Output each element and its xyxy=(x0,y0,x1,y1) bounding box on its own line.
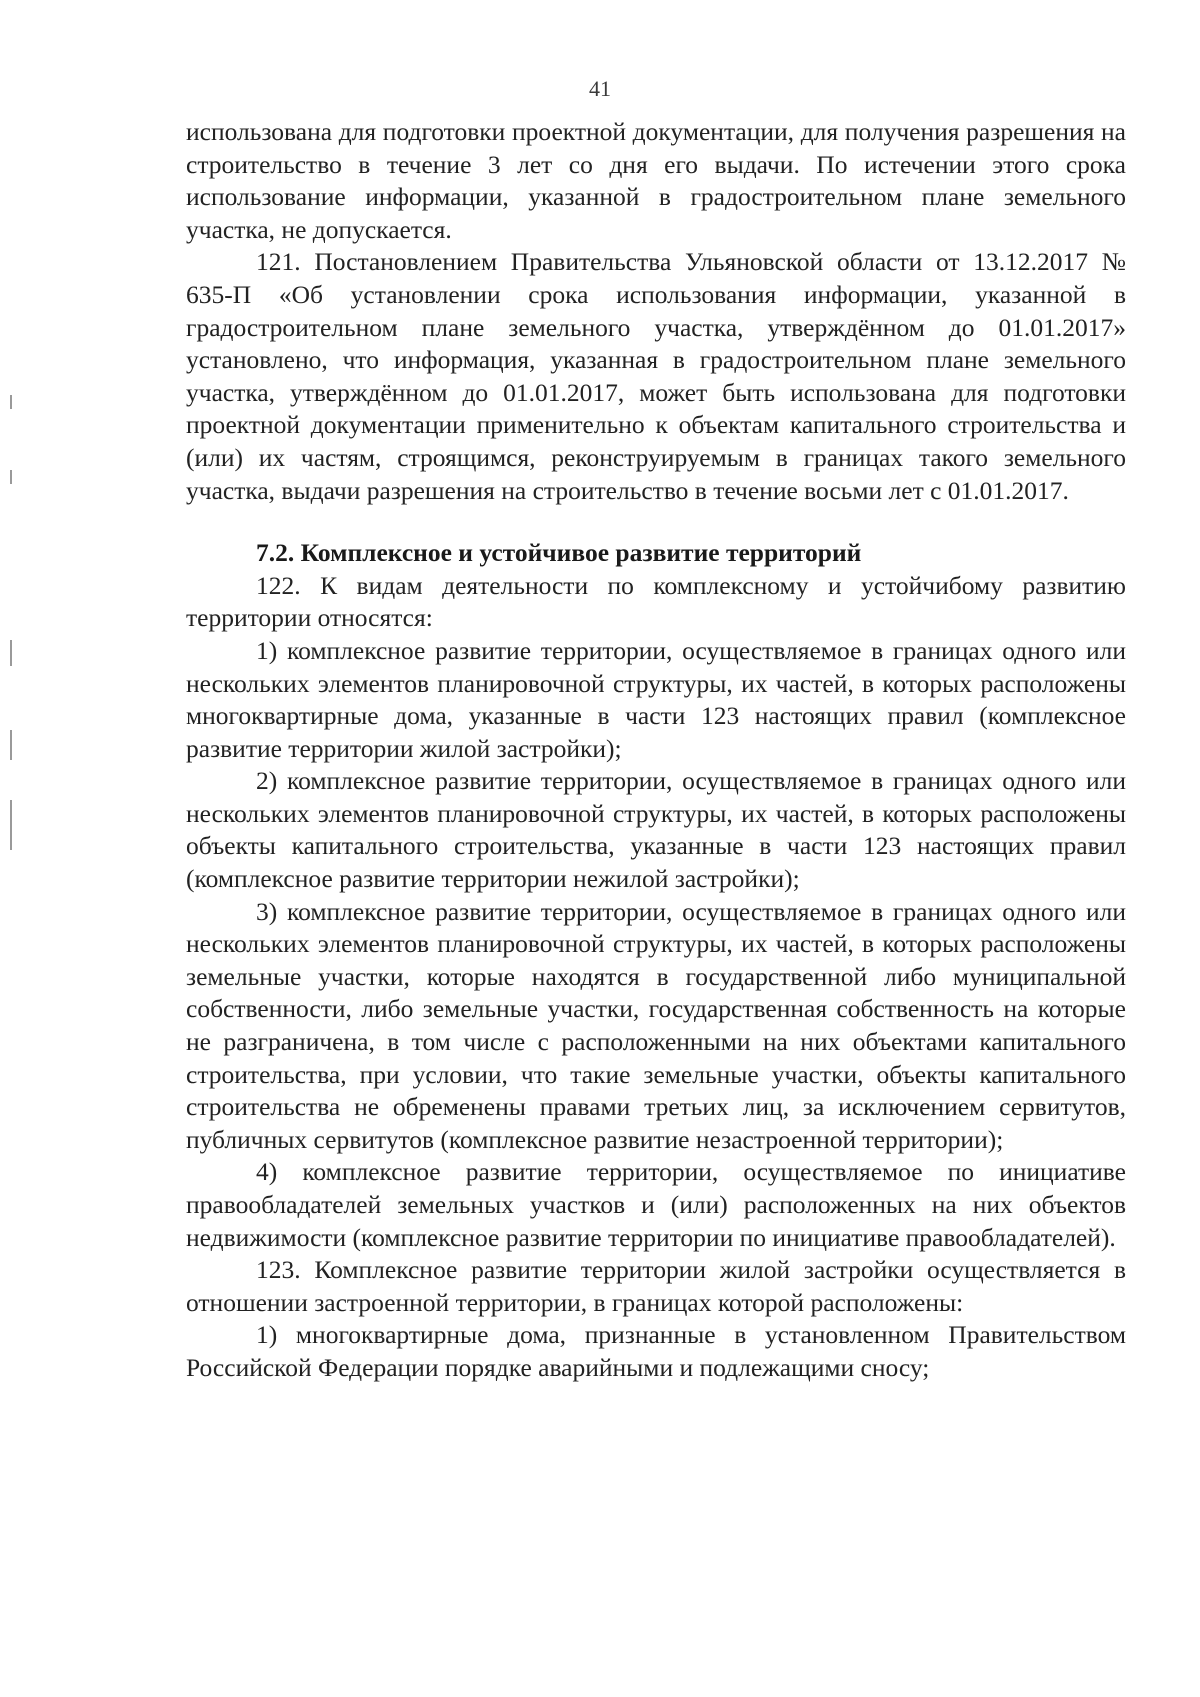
document-body xyxy=(186,116,1126,1385)
scan-mark xyxy=(10,800,12,850)
scan-margin-marks xyxy=(10,0,16,1697)
paragraph-122: 122. К видам деятельности по комплексному и устойчибому развитию территории относятся: xyxy=(186,570,1126,633)
paragraph-121: 121. Постановлением Правительства Ульяновской области от 13.12.2017 № 635-П «Об установлении срока использования информации, указанной в градостроительном плане земельного участка, утверждённом до 01.01.2017» установлено, что информация, указанная в градостроительном плане земельного участка, утверждённом до 01.01.2017, может быть использована для подготовки проектной документации применительно к объектам капитального строительства и (или) их частям, строящимся, реконструируемым в границах такого земельного участка, выдачи разрешения на строительство в течение восьми лет с 01.01.2017. xyxy=(186,247,1126,505)
paragraph-continued: использована для подготовки проектной документации, для получения разрешения на строительство в течение 3 лет со дня его выдачи. По истечении этого срока использование информации, указанной в градостроительном плане земельного участка, не допускается. xyxy=(186,117,1126,244)
page-number: 41 xyxy=(589,76,611,101)
paragraph-122-item-1: 1) комплексное развитие территории, осуществляемое в границах одного или нескольких элементов планировочной структуры, их частей, в которых расположены многоквартирные дома, указанные в части 123 настоящих правил (комплексное развитие территории жилой застройки); xyxy=(186,635,1126,763)
scan-mark xyxy=(10,470,12,484)
paragraph-122-item-3: 3) комплексное развитие территории, осуществляемое в границах одного или нескольких элементов планировочной структуры, их частей, в которых расположены земельные участки, которые находятся в государственной либо муниципальной собственности, либо земельные участки, государственная собственность на которые не разграничена, в том числе с расположенными на них объектами капитального строительства, при условии, что такие земельные участки, объекты капитального строительства не обременены правами третьих лиц, за исключением сервитутов, публичных сервитутов (комплексное развитие незастроенной территории); xyxy=(186,896,1126,1154)
paragraph-122-item-2: 2) комплексное развитие территории, осуществляемое в границах одного или нескольких элементов планировочной структуры, их частей, в которых расположены объекты капитального строительства, указанные в части 123 настоящих правил (комплексное развитие территории нежилой застройки); xyxy=(186,766,1126,894)
scan-mark xyxy=(10,395,12,409)
paragraph-122-item-4: 4) комплексное развитие территории, осуществляемое по инициативе правообладателей земельных участков и (или) расположенных на них объектов недвижимости (комплексное развитие территории по инициативе правообладателей). xyxy=(186,1157,1126,1252)
paragraph-123: 123. Комплексное развитие территории жилой застройки осуществляется в отношении застроенной территории, в границах которой расположены: xyxy=(186,1255,1126,1317)
section-heading: 7.2. Комплексное и устойчивое развитие территорий xyxy=(256,538,862,568)
scan-mark xyxy=(10,640,12,666)
scan-mark xyxy=(10,730,12,760)
paragraph-123-item-1: 1) многоквартирные дома, признанные в установленном Правительством Российской Федерации порядке аварийными и подлежащими сносу; xyxy=(186,1320,1126,1382)
